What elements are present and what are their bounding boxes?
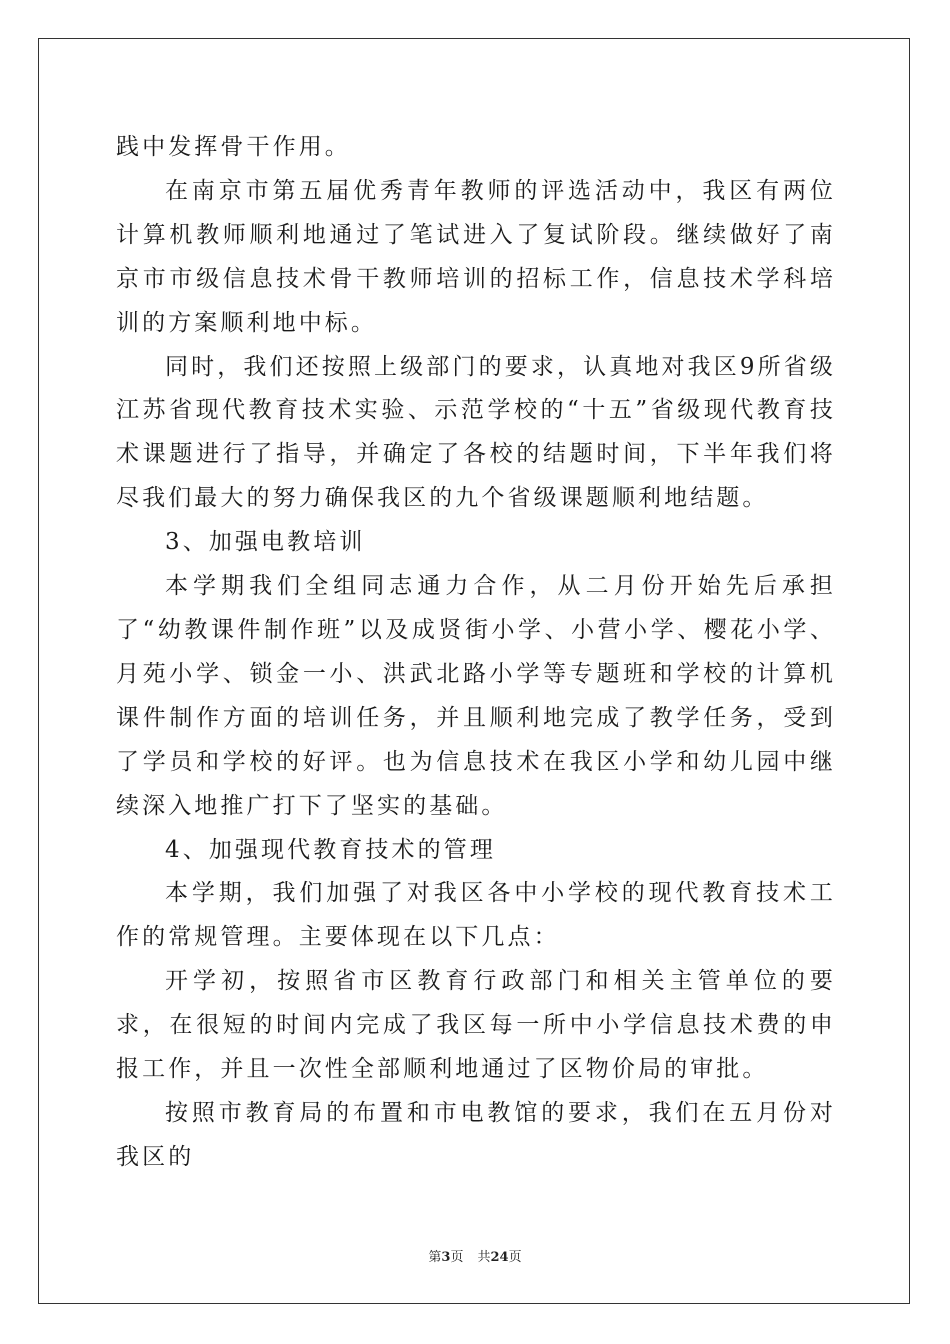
current-page-number: 3: [441, 1250, 451, 1265]
paragraph: 本学期，我们加强了对我区各中小学校的现代教育技术工作的常规管理。主要体现在以下几点：: [116, 880, 836, 951]
paragraph: 践中发挥骨干作用。: [116, 134, 351, 160]
section-heading: 4、加强现代教育技术的管理: [165, 836, 496, 863]
paragraph: 在南京市第五届优秀青年教师的评选活动中，我区有两位计算机教师顺利地通过了笔试进入了复试阶段。继续做好了南京市市级信息技术骨干教师培训的招标工作，信息技术学科培训的方案顺利地中标。: [116, 177, 836, 336]
footer-total-suffix: 页: [508, 1250, 522, 1265]
paragraph: 按照市教育局的布置和市电教馆的要求，我们在五月份对我区的: [116, 1099, 836, 1170]
page-footer: [0, 1246, 950, 1265]
footer-total-prefix: 共: [477, 1250, 491, 1265]
footer-page-suffix: 页: [450, 1250, 464, 1265]
footer-prefix: 第: [428, 1250, 442, 1265]
paragraph: 本学期我们全组同志通力合作，从二月份开始先后承担了“幼教课件制作班”以及成贤街小学、小营小学、樱花小学、月苑小学、锁金一小、洪武北路小学等专题班和学校的计算机课件制作方面的培训任务，并且顺利地完成了教学任务，受到了学员和学校的好评。也为信息技术在我区小学和幼儿园中继续深入地推广打下了坚实的基础。: [116, 573, 836, 819]
section-heading: 3、加强电教培训: [165, 529, 366, 556]
document-body: [116, 126, 836, 1180]
paragraph: 同时，我们还按照上级部门的要求，认真地对我区9所省级江苏省现代教育技术实验、示范学校的“十五”省级现代教育技术课题进行了指导，并确定了各校的结题时间，下半年我们将尽我们最大的努力确保我区的九个省级课题顺利地结题。: [116, 353, 836, 512]
paragraph: 开学初，按照省市区教育行政部门和相关主管单位的要求，在很短的时间内完成了我区每一所中小学信息技术费的申报工作，并且一次性全部顺利地通过了区物价局的审批。: [116, 968, 836, 1083]
total-pages-number: 24: [490, 1250, 509, 1265]
